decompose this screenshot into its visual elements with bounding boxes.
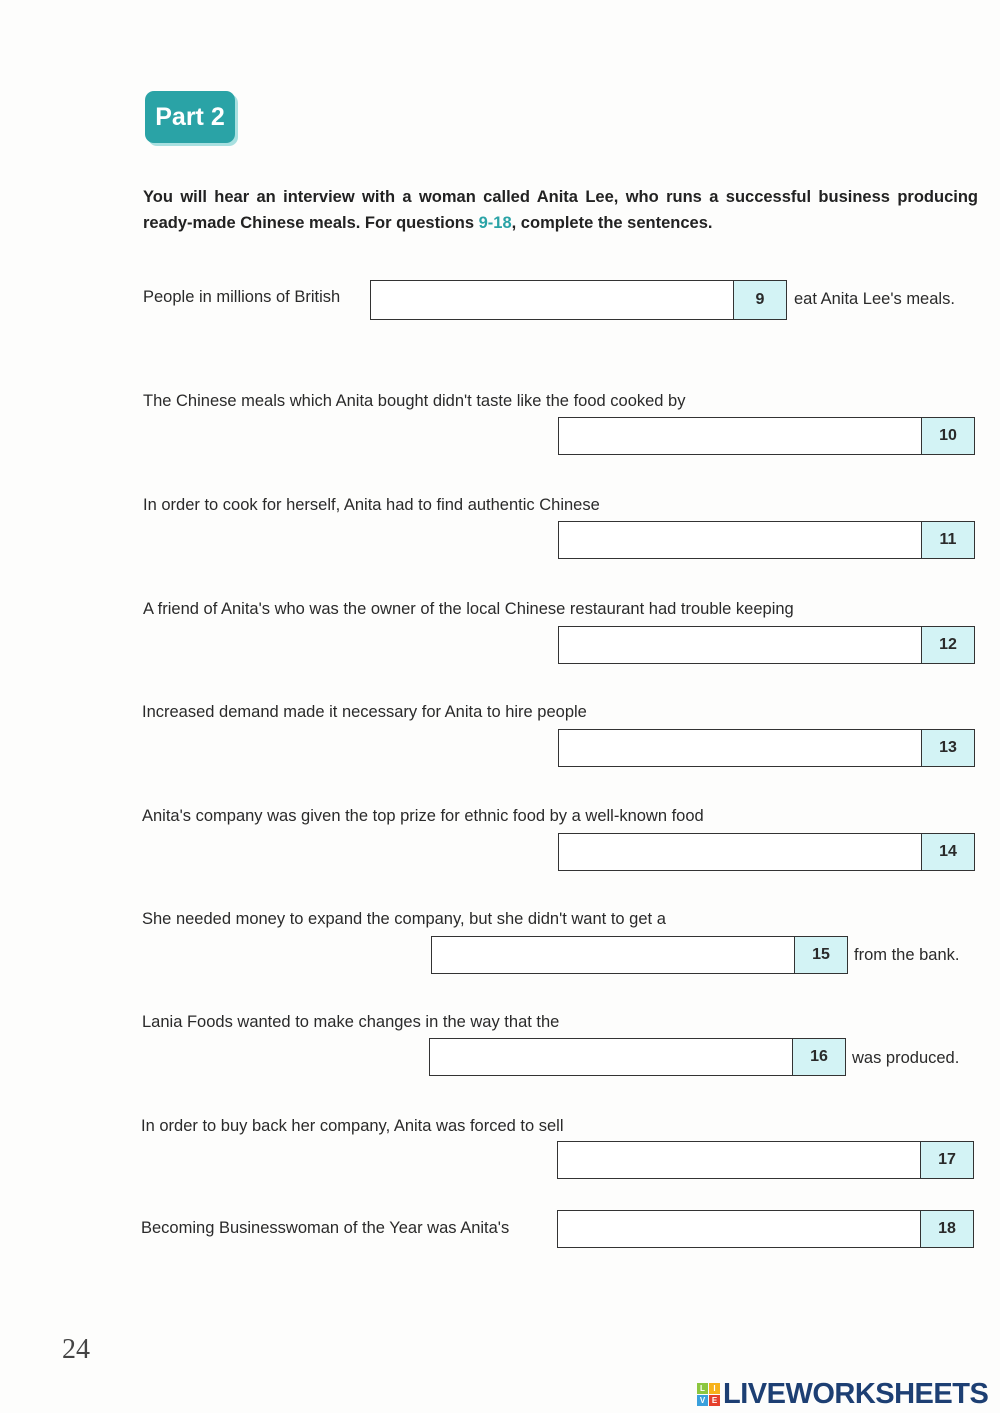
question-17-text: In order to buy back her company, Anita was forced to sell: [141, 1117, 564, 1135]
logo-text: LIVEWORKSHEETS: [723, 1378, 989, 1410]
question-10-text: The Chinese meals which Anita bought didn't taste like the food cooked by: [143, 392, 686, 410]
liveworksheets-logo: [697, 1378, 988, 1411]
answer-box-15: [431, 936, 848, 974]
answer-box-14: [558, 833, 975, 871]
answer-box-16: [429, 1038, 846, 1076]
logo-cube-letter: I: [709, 1383, 720, 1394]
answer-input-14[interactable]: [559, 834, 921, 870]
question-9-after: eat Anita Lee's meals.: [794, 290, 955, 308]
question-11-text: In order to cook for herself, Anita had to find authentic Chinese: [143, 496, 600, 514]
answer-input-10[interactable]: [559, 418, 921, 454]
question-number: 17: [920, 1142, 973, 1178]
question-16-after: was produced.: [852, 1049, 960, 1067]
question-13-text: Increased demand made it necessary for Anita to hire people: [142, 703, 587, 721]
answer-box-12: [558, 626, 975, 664]
question-number: 9: [733, 281, 786, 319]
logo-cube-letter: L: [697, 1383, 708, 1394]
instructions-text: You will hear an interview with a woman called Anita Lee, who runs a successful business producing ready-made Chinese meals. For questions: [143, 188, 978, 232]
question-14-text: Anita's company was given the top prize for ethnic food by a well-known food: [142, 807, 704, 825]
question-16-text: Lania Foods wanted to make changes in the way that the: [142, 1013, 560, 1031]
logo-cube-icon: [697, 1383, 720, 1406]
answer-input-12[interactable]: [559, 627, 921, 663]
answer-box-13: [558, 729, 975, 767]
instructions: [143, 184, 978, 236]
question-number: 14: [921, 834, 974, 870]
question-number: 11: [921, 522, 974, 558]
question-12-text: A friend of Anita's who was the owner of the local Chinese restaurant had trouble keeping: [143, 600, 794, 618]
answer-input-16[interactable]: [430, 1039, 792, 1075]
question-number: 18: [920, 1211, 973, 1247]
page-number: 24: [62, 1334, 90, 1365]
question-18-text: Becoming Businesswoman of the Year was Anita's: [141, 1219, 510, 1237]
answer-box-10: [558, 417, 975, 455]
answer-input-18[interactable]: [558, 1211, 920, 1247]
question-number: 13: [921, 730, 974, 766]
logo-cube-letter: E: [709, 1395, 720, 1406]
answer-input-15[interactable]: [432, 937, 794, 973]
question-number: 15: [794, 937, 847, 973]
question-number: 12: [921, 627, 974, 663]
logo-cube-letter: V: [697, 1395, 708, 1406]
question-15-text: She needed money to expand the company, but she didn't want to get a: [142, 910, 666, 928]
question-number: 10: [921, 418, 974, 454]
part-badge: Part 2: [145, 91, 235, 143]
answer-input-11[interactable]: [559, 522, 921, 558]
question-number: 16: [792, 1039, 845, 1075]
answer-input-9[interactable]: [371, 281, 733, 319]
answer-input-13[interactable]: [559, 730, 921, 766]
answer-box-11: [558, 521, 975, 559]
answer-box-17: [557, 1141, 974, 1179]
question-15-after: from the bank.: [854, 946, 960, 964]
question-9-text: People in millions of British: [143, 288, 341, 306]
instructions-text-end: , complete the sentences.: [511, 214, 713, 232]
answer-box-9: [370, 280, 787, 320]
answer-input-17[interactable]: [558, 1142, 920, 1178]
question-range: 9-18: [478, 214, 512, 232]
answer-box-18: [557, 1210, 974, 1248]
